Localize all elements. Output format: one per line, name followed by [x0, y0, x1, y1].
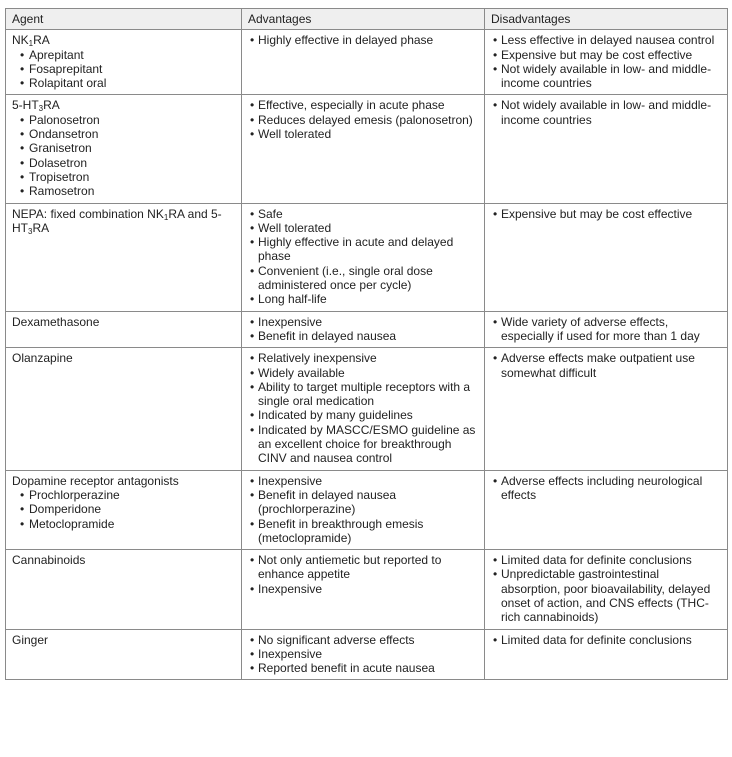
drug-item: • Metoclopramide	[12, 517, 235, 531]
header-agent: Agent	[6, 9, 242, 30]
advantage-item: • Highly effective in delayed phase	[248, 33, 478, 47]
disadvantages-cell	[485, 550, 728, 629]
advantages-list	[248, 315, 478, 344]
disadvantages-cell	[485, 629, 728, 680]
disadvantage-item: • Expensive but may be cost effective	[491, 207, 721, 221]
drug-item: • Ondansetron	[12, 127, 235, 141]
disadvantages-cell	[485, 95, 728, 203]
agent-name: $NK_1RA$	[12, 33, 50, 49]
disadvantages-list	[491, 351, 721, 380]
agent-cell	[6, 203, 242, 311]
advantages-cell	[242, 311, 485, 348]
drug-item: • Dolasetron	[12, 156, 235, 170]
table-row	[6, 550, 728, 629]
drug-item: • Aprepitant	[12, 48, 235, 62]
table-body	[6, 30, 728, 680]
drug-list	[12, 113, 235, 199]
advantage-item: • Inexpensive	[248, 315, 478, 329]
disadvantage-item: • Limited data for definite conclusions	[491, 553, 721, 567]
disadvantages-list	[491, 474, 721, 503]
table-row	[6, 30, 728, 95]
drug-item: • Rolapitant oral	[12, 76, 235, 90]
advantages-cell	[242, 470, 485, 549]
advantages-list	[248, 98, 478, 141]
advantage-item: • Benefit in breakthrough emesis (metoclopramide)	[248, 517, 478, 546]
agent-name: Dopamine receptor antagonists	[12, 473, 179, 488]
advantage-item: • Indicated by many guidelines	[248, 408, 478, 422]
advantages-list	[248, 633, 478, 676]
agent-name: $5-HT_3RA$	[12, 98, 60, 114]
disadvantage-item: • Limited data for definite conclusions	[491, 633, 721, 647]
table-row	[6, 95, 728, 203]
agent-cell	[6, 470, 242, 549]
disadvantages-list	[491, 553, 721, 624]
table-row	[6, 203, 728, 311]
advantage-item: • Benefit in delayed nausea (prochlorperazine)	[248, 488, 478, 517]
disadvantages-cell	[485, 203, 728, 311]
disadvantages-list	[491, 98, 721, 127]
advantage-item: • Widely available	[248, 366, 478, 380]
drug-list	[12, 48, 235, 91]
advantages-list	[248, 33, 478, 47]
disadvantages-cell	[485, 348, 728, 470]
advantage-item: • Ability to target multiple receptors with a single oral medication	[248, 380, 478, 409]
advantages-cell	[242, 203, 485, 311]
agent-cell	[6, 30, 242, 95]
advantage-item: • No significant adverse effects	[248, 633, 478, 647]
table-row	[6, 311, 728, 348]
advantages-cell	[242, 95, 485, 203]
disadvantages-cell	[485, 30, 728, 95]
disadvantage-item: • Less effective in delayed nausea control	[491, 33, 721, 47]
advantage-item: • Reduces delayed emesis (palonosetron)	[248, 113, 478, 127]
advantage-item: • Reported benefit in acute nausea	[248, 661, 478, 675]
advantage-item: • Highly effective in acute and delayed phase	[248, 235, 478, 264]
disadvantages-cell	[485, 311, 728, 348]
agent-name: Dexamethasone	[12, 314, 100, 329]
advantages-list	[248, 553, 478, 596]
disadvantages-list	[491, 33, 721, 90]
disadvantages-list	[491, 315, 721, 344]
advantage-item: • Long half-life	[248, 292, 478, 306]
disadvantage-item: • Expensive but may be cost effective	[491, 48, 721, 62]
disadvantage-item: • Not widely available in low- and middle-income countries	[491, 62, 721, 91]
agent-cell	[6, 629, 242, 680]
advantages-list	[248, 474, 478, 545]
disadvantage-item: • Not widely available in low- and middle-income countries	[491, 98, 721, 127]
disadvantages-list	[491, 633, 721, 647]
drug-item: • Domperidone	[12, 502, 235, 516]
advantage-item: • Relatively inexpensive	[248, 351, 478, 365]
disadvantages-list	[491, 207, 721, 221]
drug-item: • Palonosetron	[12, 113, 235, 127]
disadvantage-item: • Adverse effects make outpatient use somewhat difficult	[491, 351, 721, 380]
advantages-cell	[242, 629, 485, 680]
advantage-item: • Benefit in delayed nausea	[248, 329, 478, 343]
advantage-item: • Indicated by MASCC/ESMO guideline as an excellent choice for breakthrough CINV and nausea control	[248, 423, 478, 466]
advantage-item: • Convenient (i.e., single oral dose administered once per cycle)	[248, 264, 478, 293]
disadvantage-item: • Unpredictable gastrointestinal absorption, poor bioavailability, delayed onset of action, and CNS effects (THC-rich cannabinoids)	[491, 567, 721, 624]
agent-name: NEPA: fixed combination $NK_1RA$ and $5-HT_3RA$	[12, 206, 222, 236]
agent-name: Cannabinoids	[12, 553, 86, 568]
advantage-item: • Safe	[248, 207, 478, 221]
drug-item: • Ramosetron	[12, 184, 235, 198]
agent-cell	[6, 311, 242, 348]
header-row	[6, 9, 728, 30]
advantages-cell	[242, 550, 485, 629]
antiemetic-comparison-table	[5, 8, 728, 680]
drug-item: • Granisetron	[12, 141, 235, 155]
advantage-item: • Not only antiemetic but reported to enhance appetite	[248, 553, 478, 582]
advantage-item: • Inexpensive	[248, 647, 478, 661]
advantage-item: • Effective, especially in acute phase	[248, 98, 478, 112]
advantages-cell	[242, 348, 485, 470]
advantage-item: • Well tolerated	[248, 127, 478, 141]
drug-item: • Tropisetron	[12, 170, 235, 184]
agent-cell	[6, 550, 242, 629]
page	[5, 8, 727, 680]
header-disadvantages: Disadvantages	[485, 9, 728, 30]
disadvantages-cell	[485, 470, 728, 549]
table-row	[6, 470, 728, 549]
advantages-list	[248, 207, 478, 307]
agent-name: Ginger	[12, 632, 49, 647]
disadvantage-item: • Adverse effects including neurological effects	[491, 474, 721, 503]
advantages-cell	[242, 30, 485, 95]
advantage-item: • Well tolerated	[248, 221, 478, 235]
drug-list	[12, 488, 235, 531]
advantages-list	[248, 351, 478, 465]
disadvantage-item: • Wide variety of adverse effects, especially if used for more than 1 day	[491, 315, 721, 344]
agent-cell	[6, 348, 242, 470]
advantage-item: • Inexpensive	[248, 582, 478, 596]
advantage-item: • Inexpensive	[248, 474, 478, 488]
header-advantages: Advantages	[242, 9, 485, 30]
table-row	[6, 348, 728, 470]
table-row	[6, 629, 728, 680]
agent-cell	[6, 95, 242, 203]
drug-item: • Prochlorperazine	[12, 488, 235, 502]
agent-name: Olanzapine	[12, 351, 73, 366]
drug-item: • Fosaprepitant	[12, 62, 235, 76]
